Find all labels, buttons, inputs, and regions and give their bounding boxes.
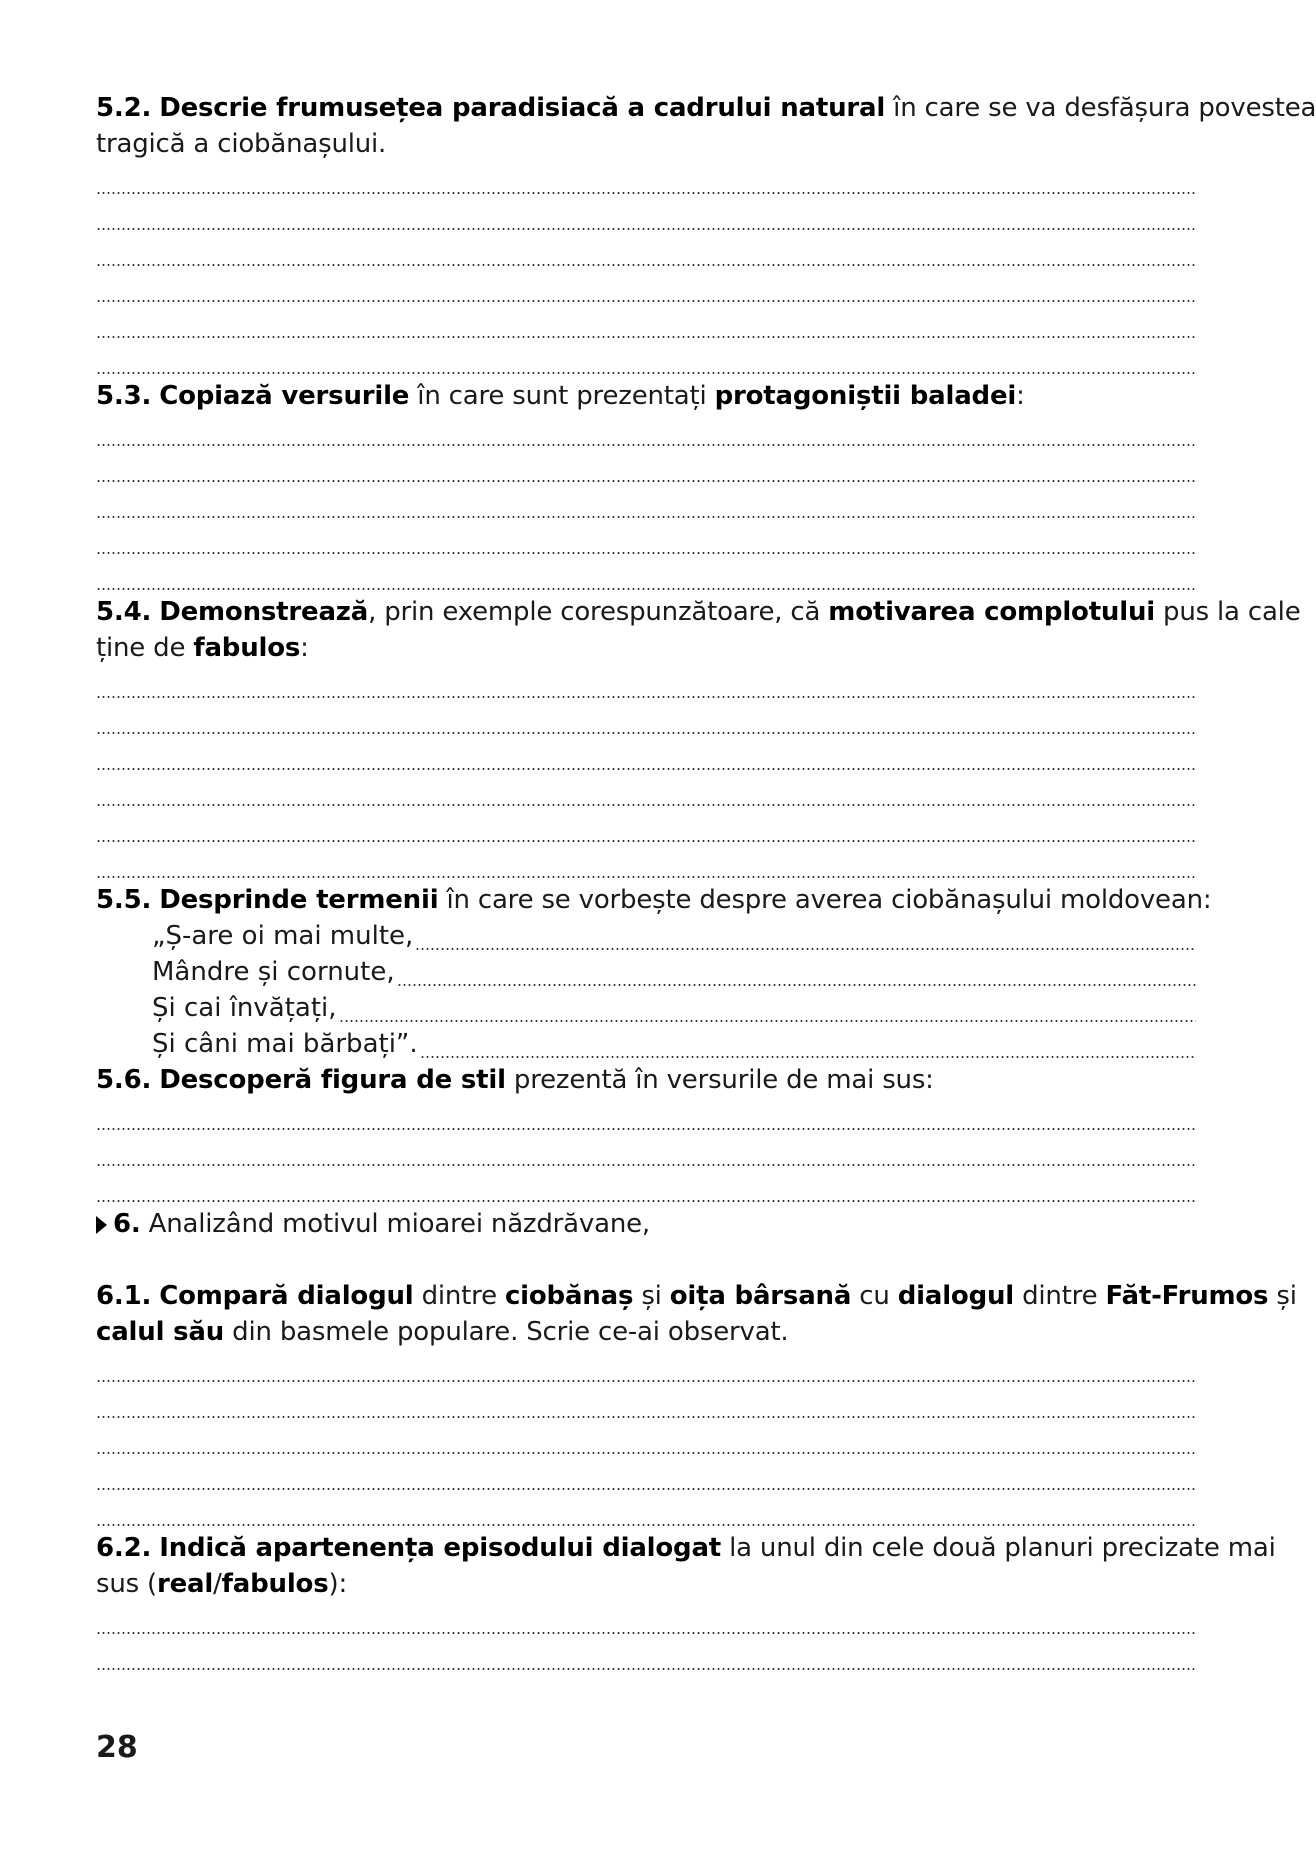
answer-line[interactable] xyxy=(96,450,1199,486)
answer-line[interactable] xyxy=(337,990,1199,1026)
question-keyword: fabulos xyxy=(221,1569,329,1599)
answer-line[interactable] xyxy=(96,1386,1199,1422)
question-text: la unul din cele două planuri precizate mai xyxy=(721,1533,1276,1563)
answer-line[interactable] xyxy=(96,702,1199,738)
page-number: 28 xyxy=(96,1730,138,1765)
question-text: / xyxy=(213,1569,222,1599)
question-number: 5.4. xyxy=(96,597,152,627)
question-instruction: Indică apartenența episodului dialogat xyxy=(159,1533,722,1563)
question-text: din basmele populare. Scrie ce-ai observat. xyxy=(224,1317,789,1347)
answer-line[interactable] xyxy=(96,810,1199,846)
answer-line[interactable] xyxy=(395,954,1199,990)
question-5-6 xyxy=(96,1062,1199,1098)
question-text: prezentă în versurile de mai sus: xyxy=(505,1065,934,1095)
question-text: în care sunt prezentați xyxy=(409,381,715,411)
verse-answer-row[interactable] xyxy=(96,918,1199,954)
question-keyword: Făt-Frumos xyxy=(1105,1281,1269,1311)
question-5-5 xyxy=(96,882,1212,918)
question-text: dintre xyxy=(413,1281,505,1311)
question-number: 5.6. xyxy=(96,1065,152,1095)
answer-line[interactable] xyxy=(413,918,1199,954)
answer-line[interactable] xyxy=(96,162,1199,198)
answer-line[interactable] xyxy=(96,774,1199,810)
verse-text: Și câni mai bărbați”. xyxy=(152,1029,418,1059)
answer-line[interactable] xyxy=(418,1026,1199,1062)
question-keyword: motivarea complotului xyxy=(828,597,1155,627)
answer-line[interactable] xyxy=(96,270,1199,306)
answer-line[interactable] xyxy=(96,666,1199,702)
punctuation: : xyxy=(300,633,309,663)
answer-line[interactable] xyxy=(96,414,1199,450)
question-instruction: Compară dialogul xyxy=(159,1281,414,1311)
question-number: 6.2. xyxy=(96,1533,152,1563)
question-instruction: Copiază versurile xyxy=(159,381,410,411)
answer-line[interactable] xyxy=(96,1422,1199,1458)
answer-line[interactable] xyxy=(96,1134,1199,1170)
punctuation: ): xyxy=(328,1569,348,1599)
answer-line[interactable] xyxy=(96,306,1199,342)
answer-line[interactable] xyxy=(96,198,1199,234)
question-text: pus la cale xyxy=(1154,597,1301,627)
verse-text: „Ș-are oi mai multe, xyxy=(152,921,414,951)
question-text: Analizând motivul mioarei năzdrăvane, xyxy=(140,1209,650,1239)
question-number: 6.1. xyxy=(96,1281,152,1311)
verse-text: Mândre și cornute, xyxy=(152,957,395,987)
question-text: și xyxy=(633,1281,670,1311)
answer-line[interactable] xyxy=(96,558,1199,594)
question-instruction: Desprinde termenii xyxy=(159,885,439,915)
question-keyword: calul său xyxy=(96,1317,225,1347)
question-6-1 xyxy=(96,1278,1297,1314)
question-6-2 xyxy=(96,1530,1276,1566)
punctuation: : xyxy=(1016,381,1025,411)
question-keyword: oița bârsană xyxy=(669,1281,852,1311)
question-text-line xyxy=(96,1566,1199,1602)
question-5-4 xyxy=(96,594,1301,630)
answer-line[interactable] xyxy=(96,738,1199,774)
question-keyword: protagoniștii baladei xyxy=(714,381,1017,411)
answer-line[interactable] xyxy=(96,1170,1199,1206)
triangle-bullet-icon xyxy=(96,1216,107,1234)
question-text: dintre xyxy=(1014,1281,1106,1311)
answer-line[interactable] xyxy=(96,234,1199,270)
verse-answer-row[interactable] xyxy=(96,990,1199,1026)
answer-line[interactable] xyxy=(96,846,1199,882)
question-text: ține de xyxy=(96,633,194,663)
answer-line[interactable] xyxy=(96,1602,1199,1638)
question-number: 5.2. xyxy=(96,93,152,123)
question-keyword: ciobănaș xyxy=(504,1281,634,1311)
spacer xyxy=(96,1242,1199,1278)
question-5-2 xyxy=(96,90,1316,126)
question-6 xyxy=(96,1206,1199,1242)
answer-line[interactable] xyxy=(96,1350,1199,1386)
question-text-line xyxy=(96,630,1199,666)
question-text: în care se va desfășura povestea xyxy=(885,93,1316,123)
question-text: sus ( xyxy=(96,1569,157,1599)
question-number: 6. xyxy=(113,1209,141,1239)
question-text: în care se vorbește despre averea ciobănașului moldovean: xyxy=(438,885,1212,915)
question-text: cu xyxy=(851,1281,898,1311)
verse-answer-row[interactable] xyxy=(96,954,1199,990)
question-text-line xyxy=(96,1314,1199,1350)
question-keyword: dialogul xyxy=(897,1281,1015,1311)
answer-line[interactable] xyxy=(96,342,1199,378)
question-number: 5.5. xyxy=(96,885,152,915)
question-6-1-line1 xyxy=(96,1278,1297,1314)
question-instruction: Descrie frumusețea paradisiacă a cadrului natural xyxy=(159,93,886,123)
answer-line[interactable] xyxy=(96,486,1199,522)
question-instruction: Descoperă figura de stil xyxy=(159,1065,506,1095)
answer-line[interactable] xyxy=(96,1494,1199,1530)
verse-answer-row[interactable] xyxy=(96,1026,1199,1062)
answer-line[interactable] xyxy=(96,1098,1199,1134)
question-text: și xyxy=(1268,1281,1297,1311)
verse-text: Și cai învățați, xyxy=(152,993,337,1023)
question-instruction: Demonstrează xyxy=(159,597,369,627)
question-5-3 xyxy=(96,378,1199,414)
question-text: , prin exemple corespunzătoare, că xyxy=(368,597,829,627)
worksheet-content xyxy=(96,90,1316,1674)
answer-line[interactable] xyxy=(96,1638,1199,1674)
question-keyword: real xyxy=(156,1569,214,1599)
question-text-line: tragică a ciobănașului. xyxy=(96,129,387,159)
answer-line[interactable] xyxy=(96,522,1199,558)
question-keyword: fabulos xyxy=(193,633,301,663)
answer-line[interactable] xyxy=(96,1458,1199,1494)
question-number: 5.3. xyxy=(96,381,152,411)
